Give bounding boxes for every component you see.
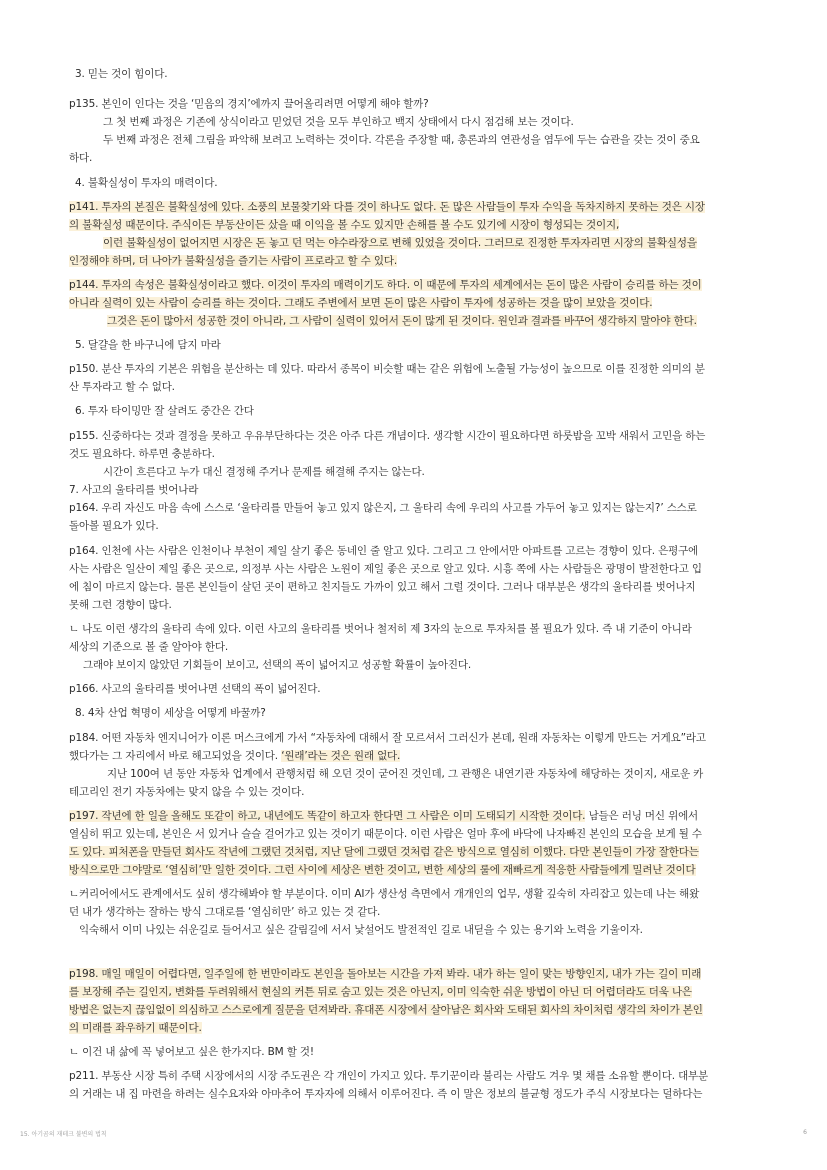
highlighted-text: 방법은 없는지 끊임없이 의심하고 스스로에게 질문을 던져봐라. 휴대폰 시장에서 살아남은 회사와 도태된 회사의 차이처럼 생각의 차이가 본인 xyxy=(69,1004,703,1016)
text-line: p197. 작년에 한 일을 올해도 또같이 하고, 내년에도 똑같이 하고자 한다면 그 사람은 이미 도태되기 시작한 것이다. 남들은 러닝 머신 위에서 xyxy=(69,810,699,822)
text-line xyxy=(103,235,697,252)
text-line: 돌아볼 필요가 있다. xyxy=(69,520,159,532)
text-line: 의 거래는 내 집 마련을 하려는 실수요자와 아마추어 투자자에 의해서 이루어진다. 즉 이 말은 정보의 불균형 정도가 주식 시장보다는 덜하다는 xyxy=(69,1088,703,1100)
highlighted-text: 도 있다. 피처폰을 만들던 회사도 작년에 그랬던 것처럼, 지난 달에 그랬던 것처럼 같은 방식으로 열심히 이했다. 다만 본인들이 가장 잘한다는 xyxy=(69,846,699,858)
text-line xyxy=(69,217,619,234)
text-line xyxy=(69,253,397,270)
text-line: 시간이 흐른다고 누가 대신 결정해 주거나 문제를 해결해 주지는 않는다. xyxy=(103,466,425,478)
highlighted-text: p197. 작년에 한 일을 올해도 또같이 하고, 내년에도 똑같이 하고자 한다면 그 사람은 이미 도태되기 시작한 것이다. xyxy=(69,810,586,822)
highlighted-text: p198. 매일 매일이 어렵다면, 일주일에 한 번만이라도 본인을 돌아보는 시간을 가져 봐라. 내가 하는 일이 맞는 방향인지, 내가 가는 길이 미래 xyxy=(69,968,702,980)
text-line xyxy=(69,1020,202,1037)
text-line: 못해 그런 경향이 많다. xyxy=(69,599,172,611)
text-line: p155. 신중하다는 것과 결정을 못하고 우유부단하다는 것은 아주 다른 개념이다. 생각할 시간이 필요하다면 하룻밤을 꼬박 새워서 고민을 하는 xyxy=(69,430,706,442)
highlighted-text: 의 미래를 좌우하기 때문이다. xyxy=(69,1022,202,1034)
text-line xyxy=(69,984,692,1001)
text-line: p164. 우리 자신도 마음 속에 스스로 ‘울타리를 만들어 놓고 있지 않은지, 그 울타리 속에 우리의 사고를 가두어 놓고 있지는 않는지?’ 스스로 xyxy=(69,502,697,514)
text-line: p150. 분산 투자의 기본은 위험을 분산하는 데 있다. 따라서 종목이 비슷할 때는 같은 위험에 노출될 가능성이 높으므로 이를 진정한 의미의 분 xyxy=(69,363,705,375)
text-line: p164. 인천에 사는 사람은 인천이나 부천이 제일 살기 좋은 동네인 줄 알고 있다. 그리고 그 안에서만 아파트를 고르는 경향이 있다. 은평구에 xyxy=(69,545,699,557)
highlighted-text: 그것은 돈이 많아서 성공한 것이 아니라, 그 사람이 실력이 있어서 돈이 많게 된 것이다. 원인과 결과를 바꾸어 생각하지 말아야 한다. xyxy=(107,315,697,327)
text-line xyxy=(69,199,705,216)
text-line: 세상의 기준으로 볼 줄 알아야 한다. xyxy=(69,641,229,653)
text-line: p166. 사고의 울타리를 벗어나면 선택의 폭이 넓어진다. xyxy=(69,683,321,695)
text-line: 7. 사고의 울타리를 벗어나라 xyxy=(69,484,199,496)
text-line xyxy=(69,862,696,879)
text-line: ㄴ 이건 내 삶에 꼭 넣어보고 싶은 한가지다. BM 할 것! xyxy=(69,1046,314,1058)
text-line: 익숙해서 이미 나있는 쉬운길로 들어서고 싶은 갈림길에 서서 낯설어도 발전적인 길로 내딛을 수 있는 용기와 노력을 기울이자. xyxy=(79,924,643,936)
footer-title: 15. 아기곰의 재테크 불변의 법칙 xyxy=(20,1131,107,1138)
highlighted-text: p141. 투자의 본질은 불확실성에 있다. 소풍의 보물찾기와 다를 것이 하나도 없다. 돈 많은 사람들이 투자 수익을 독차지하지 못하는 것은 시장 xyxy=(69,201,705,213)
text-line: 그래야 보이지 않았던 기회들이 보이고, 선택의 폭이 넓어지고 성공할 확률이 높아진다. xyxy=(83,659,472,671)
text-line: 지난 100여 년 동안 자동차 업계에서 관행처럼 해 오던 것이 굳어진 것인데, 그 관행은 내연기관 자동차에 해당하는 것이지, 새로운 카 xyxy=(107,768,704,780)
text-line: 사는 사람은 일산이 제일 좋은 곳으로, 의정부 사는 사람은 노원이 제일 좋은 곳으로 알고 있다. 시흥 쪽에 사는 사람들은 광명이 발전한다고 입 xyxy=(69,563,702,575)
text-line xyxy=(69,1002,703,1019)
text-line xyxy=(107,313,697,330)
highlighted-text: 인정해야 하며, 더 나아가 불확실성을 즐기는 사람이 프로라고 할 수 있다. xyxy=(69,255,398,267)
highlighted-text: 를 보장해 주는 길인지, 변화를 두려워해서 현실의 커튼 뒤로 숨고 있는 것은 아닌지, 이미 익숙한 쉬운 방법이 아닌 더 어렵더라도 더욱 나은 xyxy=(69,986,692,998)
text-line: ㄴ커리어에서도 관계에서도 싶히 생각해봐야 할 부분이다. 이미 AI가 생산성 측면에서 개개인의 업무, 생활 깊숙히 자리잡고 있는데 나는 해왔 xyxy=(69,888,700,900)
text-line: 그 첫 번째 과정은 기존에 상식이라고 믿었던 것을 모두 부인하고 백지 상태에서 다시 점검해 보는 것이다. xyxy=(103,116,574,128)
text-line: 하다. xyxy=(69,152,93,164)
text-line: 열심히 뛰고 있는데, 본인은 서 있거나 슬슬 걸어가고 있는 것이기 때문이다. 이런 사람은 얼마 후에 바닥에 나자빠진 본인의 모습을 보게 될 수 xyxy=(69,828,702,840)
text-line: p135. 본인이 인다는 것을 ‘믿음의 경지’에까지 끌어올리려면 어떻게 해야 할까? xyxy=(69,98,429,110)
text-line xyxy=(69,966,701,983)
text-line xyxy=(69,295,652,312)
highlighted-text: p144. 투자의 속성은 불확실성이라고 했다. 이것이 투자의 매력이기도 하다. 이 때문에 투자의 세계에서는 돈이 많은 사람이 승리를 하는 것이 xyxy=(69,279,702,291)
highlighted-text: 의 불확실성 때문이다. 주식이든 부동산이든 샀을 때 이익을 볼 수도 있지만 손해를 볼 수도 있기에 시장이 형성되는 것이지, xyxy=(69,219,620,231)
text-line xyxy=(69,844,699,861)
footer-page-number: 6 xyxy=(803,1129,807,1136)
highlighted-text: 방식으로만 그야말로 ‘열심히’만 일한 것이다. 그런 사이에 세상은 변한 것이고, 변한 세상의 룰에 재빠르게 적응한 사람들에게 밀려난 것이다 xyxy=(69,864,696,876)
text-line: 두 번째 과정은 전체 그림을 파악해 보려고 노력하는 것이다. 각론을 주장할 때, 총론과의 연관성을 염두에 두는 습관을 갖는 것이 중요 xyxy=(103,134,700,146)
text-line xyxy=(69,277,702,294)
text-line: 3. 믿는 것이 힘이다. xyxy=(75,68,168,80)
text-line: 8. 4차 산업 혁명이 세상을 어떻게 바꿀까? xyxy=(75,707,266,719)
text-line: 테고리인 전기 자동차에는 맞지 않을 수 있는 것이다. xyxy=(69,786,305,798)
highlighted-text: ‘원래’라는 것은 원래 없다. xyxy=(281,750,401,762)
text-line: 산 투자라고 할 수 없다. xyxy=(69,381,175,393)
highlighted-text: 이런 불확실성이 없어지면 시장은 돈 놓고 던 먹는 야수라장으로 변해 있었을 것이다. 그러므로 진정한 투자자리면 시장의 불확실성을 xyxy=(103,237,697,249)
text-line: 던 내가 생각하는 잘하는 방식 그대로를 ‘열심히만’ 하고 있는 것 같다. xyxy=(69,906,381,918)
highlighted-text: 아니라 실력이 있는 사람이 승리를 하는 것이다. 그래도 주변에서 보면 돈이 많은 사람이 투자에 성공하는 것을 많이 보았을 것이다. xyxy=(69,297,653,309)
text-line: ㄴ 나도 이런 생각의 울타리 속에 있다. 이런 사고의 울타리를 벗어나 철저히 제 3자의 눈으로 투자처를 볼 필요가 있다. 즉 내 기준이 아니라 xyxy=(69,623,692,635)
text-line: 에 침이 마르지 않는다. 물론 본인들이 살던 곳이 편하고 친지들도 가까이 있고 해서 그럴 것이다. 그러나 대부분은 생각의 울타리를 벗어나지 xyxy=(69,581,696,593)
text-line: 4. 불확실성이 투자의 매력이다. xyxy=(75,177,218,189)
text-line: 했다가는 그 자리에서 바로 해고되었을 것이다. ‘원래’라는 것은 원래 없다. xyxy=(69,750,401,762)
text-line: 5. 달걀을 한 바구니에 담지 마라 xyxy=(75,339,221,351)
text-line: 6. 투자 타이밍만 잘 살려도 중간은 간다 xyxy=(75,405,254,417)
text-line: p211. 부동산 시장 특히 주택 시장에서의 시장 주도권은 각 개인이 가지고 있다. 투기꾼이라 불리는 사람도 겨우 몇 채를 소유할 뿐이다. 대부분 xyxy=(69,1070,709,1082)
text-line: p184. 어떤 자동차 엔지니어가 이론 머스크에게 가서 “자동차에 대해서 잘 모르셔서 그러신가 본데, 원래 자동차는 이렇게 만드는 거게요”라고 xyxy=(69,732,706,744)
text-line: 것도 필요하다. 하루면 충분하다. xyxy=(69,448,215,460)
